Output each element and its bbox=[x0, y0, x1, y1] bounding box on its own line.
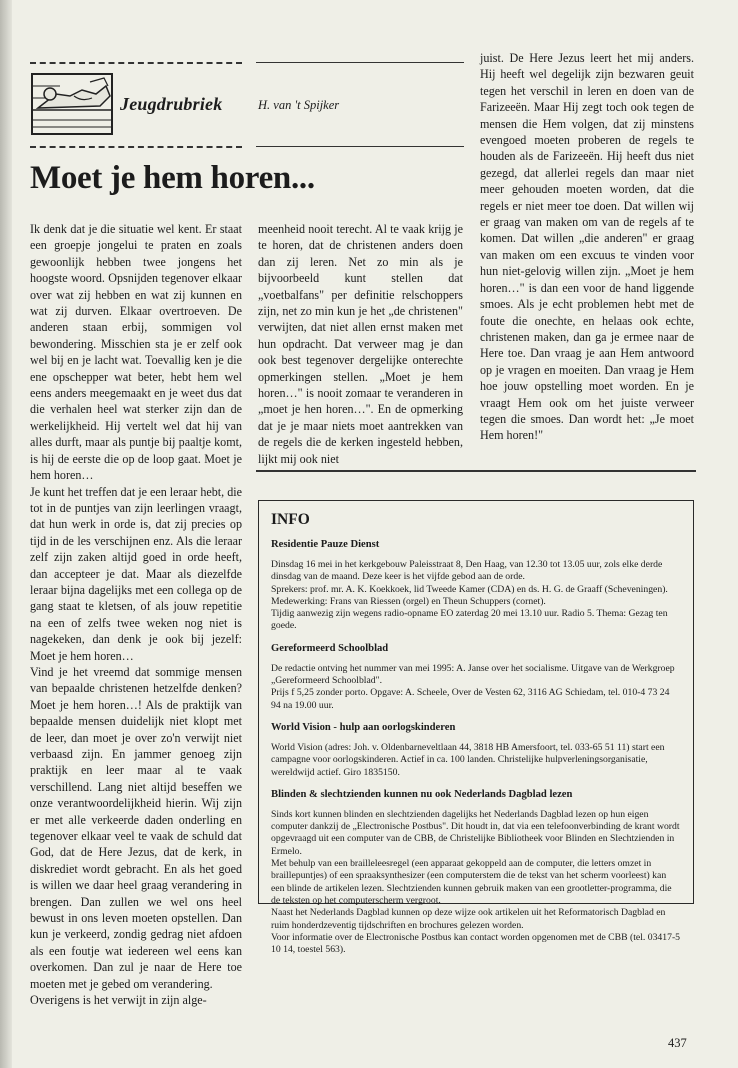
header-rule-bottom bbox=[256, 146, 464, 147]
info-line: Sprekers: prof. mr. A. K. Koekkoek, lid Tweede Kamer (CDA) en ds. H. G. de Graaff (Scheveningen). Medewerking: Frans van Riessen (orgel) en Theun Schuppers (cornet). bbox=[271, 583, 668, 607]
info-line: Sinds kort kunnen blinden en slechtzienden dagelijks het Nederlands Dagblad lezen op hun eigen computer dankzij de „Electronische Postbus". Dit houdt in, dat via een telefoonverbinding de krant wordt opgevraagd uit een computer van de CBB, de Christelijke Bibliotheek voor Blinden en Slechtzienden in Ermelo. bbox=[271, 808, 680, 857]
article-author: H. van 't Spijker bbox=[258, 98, 340, 112]
article-column-3 bbox=[480, 50, 694, 444]
info-box bbox=[258, 500, 694, 956]
rubric-title: Jeugdrubriek bbox=[120, 94, 223, 114]
info-text-world-vision bbox=[271, 742, 681, 779]
info-line: Dinsdag 16 mei in het kerkgebouw Paleisstraat 8, Den Haag, van 12.30 tot 13.05 uur, zols elke derde dinsdag van de maand. Deze keer is het vijfde gebod aan de orde. bbox=[271, 559, 663, 583]
info-line: Voor informatie over de Electronische Postbus kan contact worden opgenomen met de CBB (tel. 03417-5 10 14, toestel 563). bbox=[271, 931, 681, 956]
page-spine-shadow bbox=[0, 0, 12, 1068]
article-column-1 bbox=[30, 221, 242, 1009]
header-dashed-rule-bottom bbox=[30, 146, 242, 148]
info-heading-pauze-dienst: Residentie Pauze Dienst bbox=[271, 539, 380, 550]
reclining-youth-illustration-icon bbox=[30, 72, 114, 136]
article-headline: Moet je hem horen... bbox=[30, 160, 315, 196]
info-text-schoolblad bbox=[271, 663, 681, 712]
paragraph: Je kunt het treffen dat je een leraar hebt, die tot in de puntjes van zijn leerlingen vraagt, dat hun werk in orde is, dat zij precies op tijd in de les verschijnen enz. Als die leraar zelf zijn zaken altijd goed in orde heeft, dan accepteer je dat. Maar als diezelfde leraar bijna dagelijks met een collega op de gang staat te kletsen, of als jouw repetitie na een of zelfs twee weken nog niet is nagekeken, dan denk je ook bij jezelf: Moet je hem horen… bbox=[30, 484, 242, 663]
paragraph: juist. De Here Jezus leert het mij anders. Hij heeft wel degelijk zijn bezwaren geuit tegen het verschil in leren en doen van de Farizeeën. Maar Hij zegt toch ook tegen de mensen die Hem volgen, dat zij minstens evengoed moeten proberen de regels te houden als de Farizeeën. Hij heeft dus niet gezegd, dat allerlei regels dan maar niet meer gehouden moeten worden, dat die regels er niet meer toe doen. Dat willen wij er graag van maken om van de regels af te komen. Dat willen „die anderen" er graag van maken om een excuus te vinden voor hun niet-gelovig willen zijn. „Moet je hem horen…" is dan een voor de hand liggende smoes. Als je echt problemen hebt met de foute die onechte, en helaas ook echte, christenen maken, dan ga je ermee naar de Here toe. Dan vraag je aan Hem antwoord op je vragen en moeiten. Dan vraag je Hem hoe jouw opstelling moet worden. En je vraagt Hem ook om het juiste verweer tegen die smoes. Dan wordt het: „Je moet Hem horen!" bbox=[480, 51, 694, 443]
header-dashed-rule-top bbox=[30, 62, 242, 64]
info-separator-rule bbox=[256, 470, 696, 472]
info-title: INFO bbox=[271, 511, 310, 528]
paragraph: meenheid nooit terecht. Al te vaak krijg je te horen, dat de christenen anders doen dan zij leren. Net zo min als je bijvoorbeeld kunt stellen dat „voetbalfans" per definitie relschoppers zijn, net zo min kun je het „de christenen" verwijten, dat niet allen ernst maken met hun opdracht. Dat verweer mag je dan ook best tegenover dergelijke onterechte opmerkingen stellen. „Moet je hem horen…" is nooit zomaar te veranderen in „moet je hen horen…". En de opmerking dat je je maar niets moet aantrekken van de regels die de kerken ingesteld hebben, lijkt mij ook niet bbox=[258, 222, 463, 466]
info-line: World Vision (adres: Joh. v. Oldenbarneveltlaan 44, 3818 HB Amersfoort, tel. 033-65 51 11) start een campagne voor oorlogskinderen. Actief in ca. 100 landen. Christelijke hulpverleningsorganisatie, wereldwijd actief. Giro 1835150. bbox=[271, 741, 665, 778]
info-text-blinden bbox=[271, 809, 681, 957]
info-heading-schoolblad: Gereformeerd Schoolblad bbox=[271, 642, 389, 654]
info-line: Tijdig aanwezig zijn wegens radio-opname EO zaterdag 20 mei 13.10 uur. Radio 5. Thema: Gezag ten goede. bbox=[271, 608, 668, 632]
info-heading-blinden: Blinden & slechtzienden kunnen nu ook Nederlands Dagblad lezen bbox=[271, 788, 573, 800]
info-heading-world-vision: World Vision - hulp aan oorlogskinderen bbox=[271, 721, 456, 733]
page-number: 437 bbox=[668, 1036, 687, 1050]
paragraph: Ik denk dat je die situatie wel kent. Er staat een groepje jongelui te praten en zoals gewoonlijk hebben twee jongens het hoogste woord. Opsnijden tegenover elkaar over wat zij hebben en wat zij kunnen en wat zij durven. Elkaar overtroeven. De anderen staan erbij, sommigen vol bewondering. Misschien sta je er zelf ook wel bij en je lacht wat. Toevallig ken je die ene opschepper wat beter, hebt hem wel eens anders meegemaakt en je weet dus dat die verhalen heel wat sterker zijn dan de werkelijkheid. Hij vertelt wel dat hij van alles durft, maar als puntje bij paaltje komt, is hij de eerste die op de loop gaat. Moet je hem horen… bbox=[30, 222, 242, 483]
info-line: Naast het Nederlands Dagblad kunnen op deze wijze ook artikelen uit het Reformatorisch Dagblad en ruim honderdzeventig tijdschriften en brochures gelezen worden. bbox=[271, 907, 666, 931]
info-text-pauze-dienst bbox=[271, 559, 681, 633]
article-column-2 bbox=[258, 221, 463, 467]
header-rule-top bbox=[256, 62, 464, 63]
info-line: Met behulp van een brailleleesregel (een apparaat gekoppeld aan de computer, die letters omzet in braillepuntjes) of een spraaksynthesizer (een computerstem die de tekst van het scherm voorleest) kan een blinde de artikelen lezen. Slechtzienden kunnen gebruik maken van een grootletter-programma, die de teksten op het computerscherm vergroot. bbox=[271, 858, 672, 906]
info-line: De redactie ontving het nummer van mei 1995: A. Janse over het socialisme. Uitgave van de Werkgroep „Gereformeerd Schoolblad". bbox=[271, 662, 675, 687]
paragraph: Vind je het vreemd dat sommige mensen van bepaalde christenen hetzelfde denken? Moet je hem horen…! Als de praktijk van bepaalde mensen duidelijk niet klopt met de leer, dan moet je over zo'n verwijt niet verbaasd zijn. En jammer genoeg zijn praktijk en leer maar al te vaak verschillend. Lang niet altijd beseffen we onze verantwoordelijkheid hierin. Wij zijn er met alle verkeerde daden onderling en tegenover elkaar veel te vaak de schuld dat God, dat de Here Jezus, dat de kerk, in diskrediet wordt gebracht. En als het goed is willen we daar heel graag verandering in brengen. Dan zullen we wel ons heel bewust in ons leven moeten opstellen. Dan kun je verkeerd, zondig gedrag niet afdoen als een foutje wat iedereen wel eens kan overkomen. Dan zul je naar de Here toe moeten met je gebed om verandering. bbox=[30, 664, 242, 991]
paragraph: Overigens is het verwijt in zijn alge- bbox=[30, 993, 207, 1008]
info-line: Prijs f 5,25 zonder porto. Opgave: A. Scheele, Over de Vesten 62, 3116 AG Schiedam, tel. 010-4 73 24 94 na 19.00 uur. bbox=[271, 687, 670, 711]
